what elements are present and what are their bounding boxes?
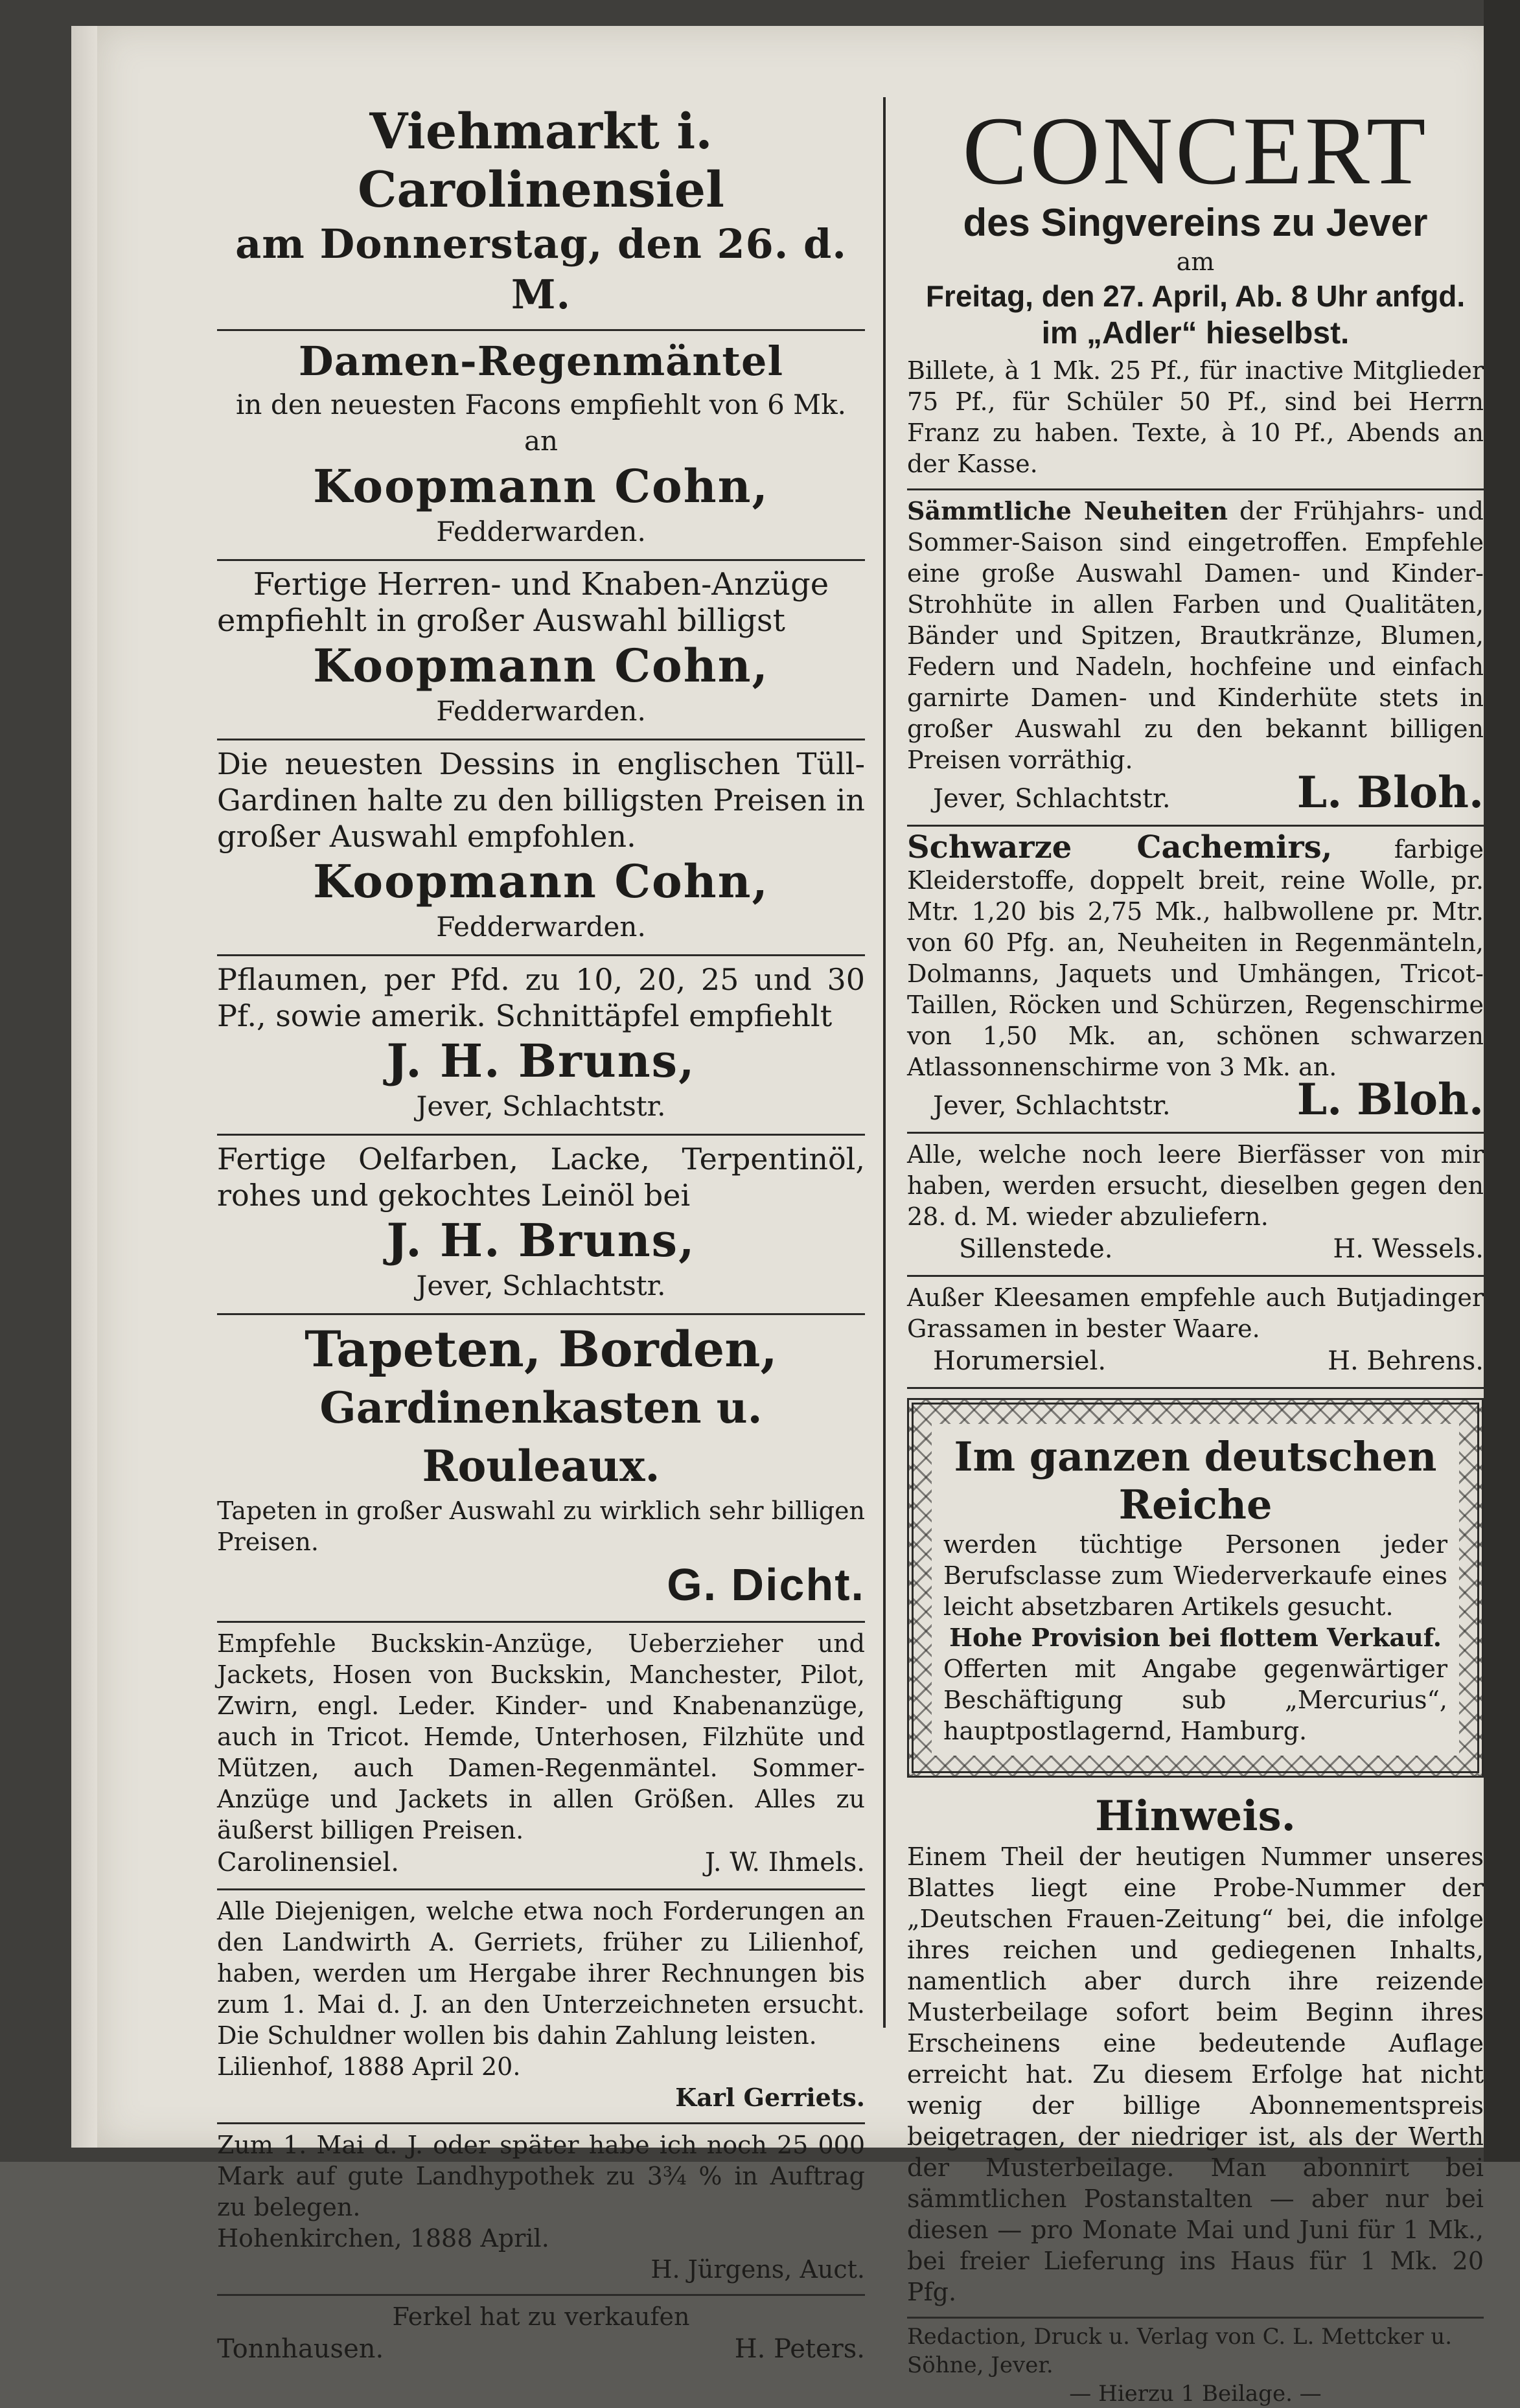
ad-viehmarkt bbox=[217, 97, 865, 331]
ad-title: Hinweis. bbox=[1095, 1792, 1296, 1840]
ad-text bbox=[907, 496, 1484, 775]
ad-firm: Koopmann Cohn, bbox=[313, 854, 769, 908]
ad-ihmels bbox=[217, 1623, 865, 1890]
ad-text: Alle, welche noch leere Bierfässer von mir haben, werden ersucht, dieselben gegen den 28. d. M. wieder abzuliefern. bbox=[907, 1140, 1484, 1231]
ad-gerriets bbox=[217, 1890, 865, 2124]
ad-firm: L. Bloh. bbox=[1296, 1074, 1484, 1125]
ad-place: Fedderwarden. bbox=[436, 516, 646, 547]
imprint-line: Redaction, Druck u. Verlag von C. L. Mettcker u. Söhne, Jever. bbox=[907, 2324, 1453, 2378]
ad-text bbox=[907, 829, 1484, 1083]
concert-subtitle: des Singvereins zu Jever bbox=[963, 201, 1428, 244]
ad-signature bbox=[907, 1232, 1484, 1266]
ad-name: H. Peters. bbox=[734, 2334, 865, 2364]
ad-text: Ferkel hat zu verkaufen bbox=[392, 2302, 690, 2331]
ad-bloh-neuheiten bbox=[907, 490, 1484, 827]
ad-name: Karl Gerriets. bbox=[675, 2083, 865, 2112]
ad-name: J. W. Ihmels. bbox=[704, 1848, 865, 1877]
concert-text: Billete, à 1 Mk. 25 Pf., für inactive Mitglieder 75 Pf., für Schüler 50 Pf., sind bei Herrn Franz zu haben. Texte, à 10 Pf., Abends an der Kasse. bbox=[907, 356, 1484, 478]
ad-place: Carolinensiel. bbox=[217, 1848, 399, 1877]
supplement-note: — Hierzu 1 Beilage. — bbox=[1069, 2381, 1322, 2407]
ad-text: Fertige Oelfarben, Lacke, Terpentinöl, rohes und gekochtes Leinöl bei bbox=[217, 1141, 865, 1213]
ad-signature bbox=[907, 767, 1484, 818]
ad-oelfarben bbox=[217, 1136, 865, 1315]
ad-hypothek bbox=[217, 2124, 865, 2296]
ad-name: H. Behrens. bbox=[1328, 1346, 1484, 1376]
concert-date: Freitag, den 27. April, Ab. 8 Uhr anfgd. bbox=[925, 279, 1466, 313]
ad-place: Fedderwarden. bbox=[436, 695, 646, 727]
ad-anzuege bbox=[217, 561, 865, 740]
ad-text: Die neuesten Dessins in englischen Tüll-Gardinen halte zu den billigsten Preisen in großer Auswahl empfohlen. bbox=[217, 746, 865, 854]
ad-subtitle: am Donnerstag, den 26. d. M. bbox=[235, 220, 847, 318]
ad-signature bbox=[217, 2332, 865, 2366]
imprint-footer bbox=[907, 2317, 1484, 2408]
right-column bbox=[907, 97, 1484, 2408]
ad-behrens bbox=[907, 1277, 1484, 1389]
concert-place: im „Adler“ hieselbst. bbox=[1041, 316, 1350, 350]
ad-firm: J. H. Bruns, bbox=[386, 1034, 696, 1088]
ad-ferkel bbox=[217, 2296, 865, 2375]
ad-text: werden tüchtige Personen jeder Berufsclasse zum Wiederverkaufe eines leicht absetzbaren Artikels gesucht. bbox=[943, 1530, 1447, 1621]
ad-text: Tapeten in großer Auswahl zu wirklich sehr billigen Preisen. bbox=[217, 1496, 865, 1556]
concert-am: am bbox=[1176, 247, 1215, 276]
ad-text: Empfehle Buckskin-Anzüge, Ueberzieher und Jackets, Hosen von Buckskin, Manchester, Pilot, Zwirn, engl. Leder. Kinder- und Knabenanzüge, auch in Tricot. Hemde, Unterhosen, Filzhüte und Mützen, auch Damen-Regenmäntel. Sommer-Anzüge und Jackets in allen Größen. Alles zu äußerst billigen Preisen. bbox=[217, 1629, 865, 1844]
ad-date: Lilienhof, 1888 April 20. bbox=[217, 2052, 521, 2081]
ad-lead: Sämmtliche Neuheiten bbox=[907, 496, 1228, 525]
ad-firm: L. Bloh. bbox=[1296, 767, 1484, 818]
ad-concert bbox=[907, 97, 1484, 490]
left-column bbox=[217, 97, 865, 2375]
ad-firm: Koopmann Cohn, bbox=[313, 459, 769, 513]
ad-place: Sillenstede. bbox=[959, 1234, 1113, 1264]
ad-body: der Frühjahrs- und Sommer-Saison sind eingetroffen. Empfehle eine große Auswahl Damen- und Kinder-Strohhüte in allen Farben und Qualitäten, Bänder und Spitzen, Brautkränze, Blumen, Federn und Nadeln, hochfeine und einfach garnirte Damen- und Kinderhüte stets in großer Auswahl zu den bekannt billigen Preisen vorräthig. bbox=[907, 497, 1484, 774]
ad-deutschen-reiche bbox=[932, 1424, 1459, 1756]
page-edge bbox=[71, 26, 97, 2148]
ad-deutschen-reiche-frame bbox=[907, 1398, 1484, 1778]
ad-pflaumen bbox=[217, 956, 865, 1136]
ad-title: Tapeten, Borden, bbox=[305, 1320, 777, 1378]
ad-firm: G. Dicht. bbox=[667, 1559, 865, 1610]
ad-place: Jever, Schlachtstr. bbox=[933, 1091, 1171, 1121]
ad-place: Fedderwarden. bbox=[436, 911, 646, 943]
ad-regenmaentel bbox=[217, 331, 865, 561]
ad-hinweis bbox=[907, 1778, 1484, 2317]
ad-name: H. Jürgens, Auct. bbox=[651, 2255, 865, 2284]
ad-text: empfiehlt in großer Auswahl billigst bbox=[217, 602, 785, 639]
ad-bold: Hohe Provision bei flottem Verkauf. bbox=[949, 1623, 1442, 1652]
ad-name: H. Wessels. bbox=[1333, 1234, 1484, 1264]
ad-place: Horumersiel. bbox=[933, 1346, 1107, 1376]
ad-firm: Koopmann Cohn, bbox=[313, 639, 769, 693]
ad-wessels bbox=[907, 1134, 1484, 1277]
ad-place: Jever, Schlachtstr. bbox=[416, 1270, 666, 1301]
ad-text: in den neuesten Facons empfiehlt von 6 Mk. an bbox=[235, 389, 846, 457]
ad-title: Damen-Regenmäntel bbox=[298, 338, 784, 385]
scan-margin bbox=[1484, 0, 1520, 2162]
ad-signature bbox=[907, 1344, 1484, 1378]
ad-text: Zum 1. Mai d. J. oder später habe ich noch 25 000 Mark auf gute Landhypothek zu 3¾ % in Auftrag zu belegen. bbox=[217, 2131, 865, 2221]
ad-gardinen bbox=[217, 740, 865, 956]
ad-text: Alle Diejenigen, welche etwa noch Forderungen an den Landwirth A. Gerriets, früher zu Lilienhof, haben, werden um Hergabe ihrer Rechnungen bis zum 1. Mai d. J. an den Unterzeichneten ersucht. Die Schuldner wollen bis dahin Zahlung leisten. bbox=[217, 1897, 865, 2050]
ad-text: Einem Theil der heutigen Nummer unseres Blattes liegt eine Probe-Nummer der „Deutschen Frauen-Zeitung“ bei, die infolge ihres reichen und gediegenen Inhalts, namentlich aber durch ihre reizende Musterbeilage sofort beim Beginn ihres Erscheinens eine bedeutende Auflage erreicht hat. Zu diesem Erfolge hat nicht wenig der billige Abonnementspreis beigetragen, der niedriger ist, als der Werth der Musterbeilage. Man abonnirt bei sämmtlichen Postanstalten — aber nur bei diesen — pro Monate Mai und Juni für 1 Mk., bei freier Lieferung ins Haus für 1 Mk. 20 Pfg. bbox=[907, 1842, 1484, 2306]
ad-place: Jever, Schlachtstr. bbox=[933, 784, 1171, 814]
ad-text: Pflaumen, per Pfd. zu 10, 20, 25 und 30 Pf., sowie amerik. Schnittäpfel empfiehlt bbox=[217, 962, 865, 1033]
column-divider bbox=[883, 97, 886, 2028]
concert-title: CONCERT bbox=[962, 97, 1429, 205]
ad-place: Jever, Schlachtstr. bbox=[416, 1090, 666, 1122]
ad-body: farbige Kleiderstoffe, doppelt breit, reine Wolle, pr. Mtr. 1,20 bis 2,75 Mk., halbwollene pr. Mtr. von 60 Pfg. an, Neuheiten in Regenmänteln, Dolmanns, Jaquets und Umhängen, Tricot-Taillen, Röcken und Schürzen, Regenschirme von 1,50 Mk. an, schönen schwarzen Atlassonnenschirme von 3 Mk. an. bbox=[907, 835, 1484, 1081]
ad-text-2: Offerten mit Angabe gegenwärtiger Beschäftigung sub „Mercurius“, hauptpostlagernd, Hamburg. bbox=[943, 1655, 1447, 1745]
ad-tapeten bbox=[217, 1315, 865, 1623]
ad-title-2: Gardinenkasten u. Rouleaux. bbox=[319, 1382, 763, 1491]
ad-bloh-cachemirs bbox=[907, 827, 1484, 1134]
ad-signature bbox=[217, 1846, 865, 1879]
ad-title: Viehmarkt i. Carolinensiel bbox=[358, 102, 724, 218]
ad-title: Im ganzen deutschen Reiche bbox=[954, 1433, 1437, 1528]
ad-firm: J. H. Bruns, bbox=[386, 1213, 696, 1267]
ad-signature bbox=[907, 1074, 1484, 1125]
ad-date: Hohenkirchen, 1888 April. bbox=[217, 2224, 549, 2253]
ad-title: Fertige Herren- und Knaben-Anzüge bbox=[253, 566, 829, 602]
ad-place: Tonnhausen. bbox=[217, 2334, 384, 2364]
ad-text: Außer Kleesamen empfehle auch Butjadinger Grassamen in bester Waare. bbox=[907, 1283, 1484, 1343]
ad-lead: Schwarze Cachemirs, bbox=[907, 829, 1333, 866]
